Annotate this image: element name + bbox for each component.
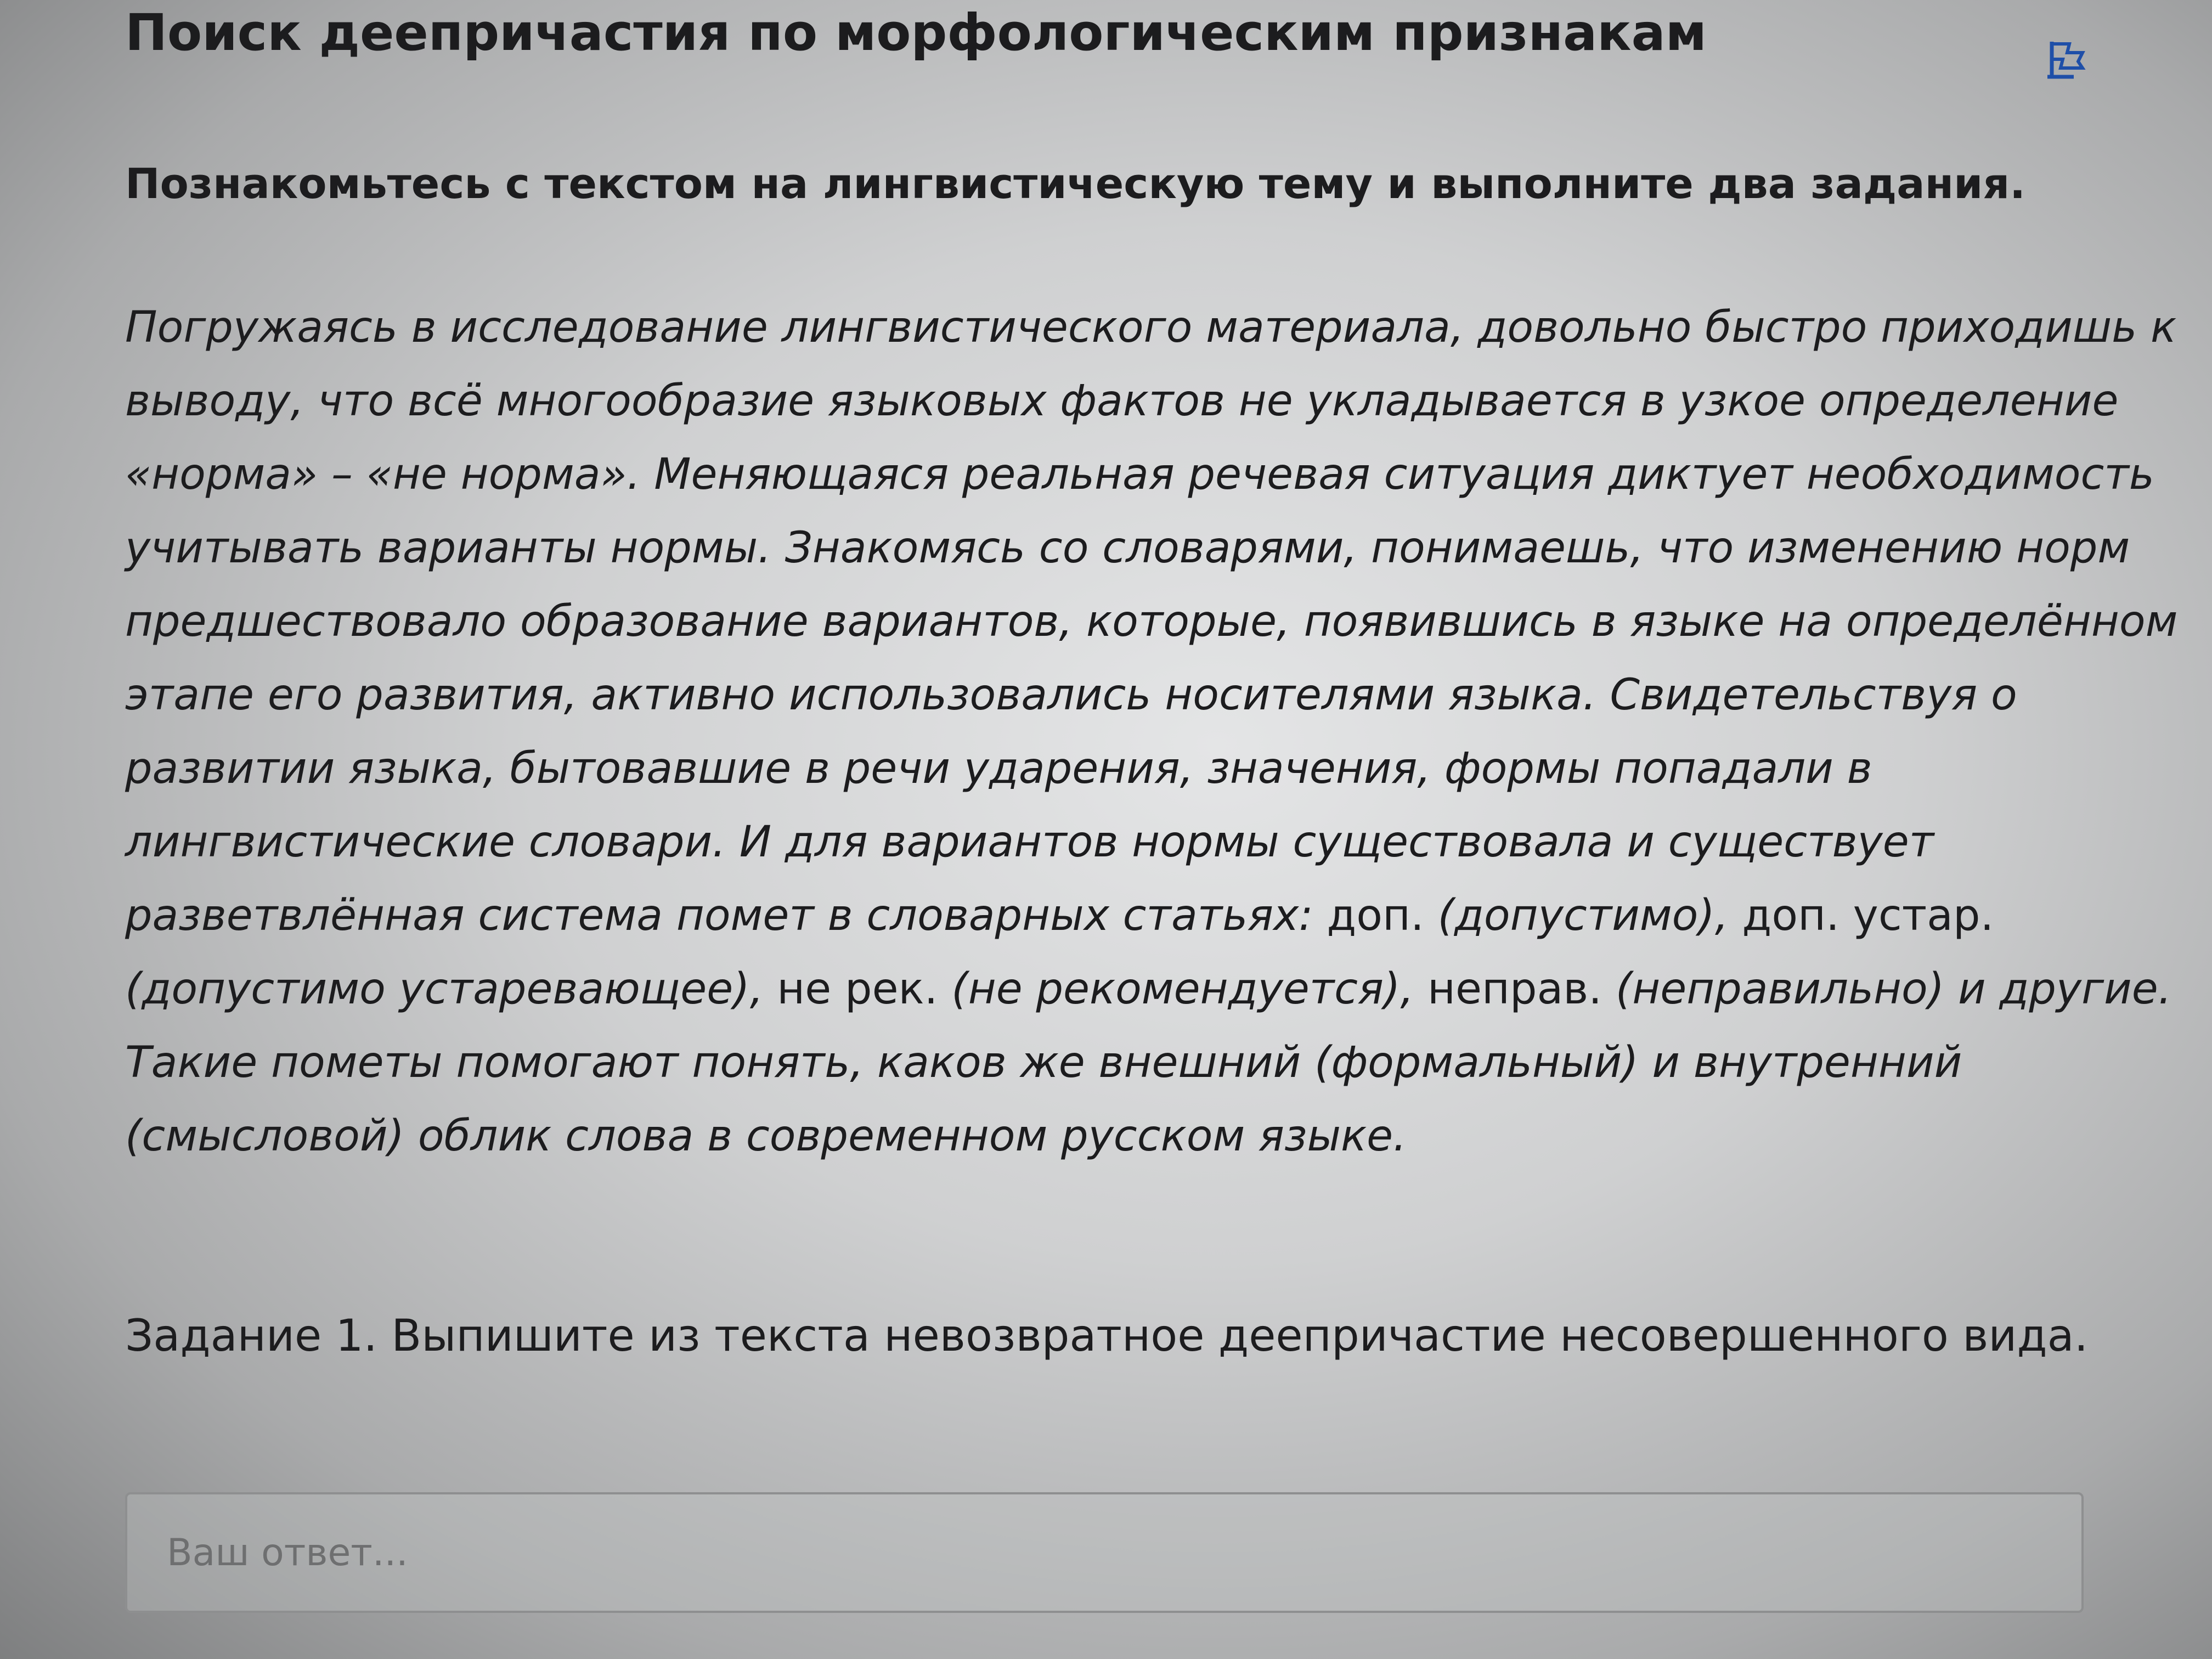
dictionary-mark: не рек. — [777, 964, 938, 1014]
passage-fragment: (допустимо), — [1424, 891, 1742, 940]
passage-line: предшествовало образование вариантов, которые, появившись в языке на определённом — [125, 597, 2178, 646]
passage-fragment: разветвлённая система помет в словарных статьях: — [125, 891, 1327, 940]
passage-line: выводу, что всё многообразие языковых фактов не укладывается в узкое определение — [125, 376, 2119, 426]
passage-fragment: (неправильно) и другие. — [1602, 964, 2172, 1014]
question-text: Задание 1. Выпишите из текста невозвратное деепричастие несовершенного вида. — [125, 1310, 2089, 1361]
passage-line: лингвистические словари. И для вариантов нормы существовала и существует — [125, 817, 1934, 867]
passage-line: учитывать варианты нормы. Знакомясь со словарями, понимаешь, что изменению норм — [125, 523, 2130, 573]
passage-line: Погружаясь в исследование лингвистического материала, довольно быстро приходишь к — [125, 303, 2177, 352]
passage-line: «норма» – «не норма». Меняющаяся реальная речевая ситуация диктует необходимость — [125, 450, 2154, 499]
passage-fragment: (допустимо устаревающее), — [125, 964, 777, 1014]
passage-text — [125, 291, 2178, 1173]
answer-input[interactable] — [166, 1522, 2033, 1583]
flag-icon[interactable] — [2045, 37, 2089, 81]
passage-fragment: (не рекомендуется), — [938, 964, 1427, 1014]
passage-line: развитии языка, бытовавшие в речи ударения, значения, формы попадали в — [125, 744, 1872, 793]
dictionary-mark: доп. устар. — [1742, 891, 1994, 940]
passage-line: этапе его развития, активно использовались носителями языка. Свидетельствуя о — [125, 670, 2017, 720]
dictionary-mark: доп. — [1327, 891, 1424, 940]
passage-line — [125, 879, 2122, 952]
passage-line — [125, 952, 2172, 1026]
instruction-text: Познакомьтесь с текстом на лингвистическую тему и выполните два задания. — [125, 159, 2026, 208]
answer-field-container[interactable] — [125, 1492, 2084, 1613]
dictionary-mark: неправ. — [1427, 964, 1602, 1014]
passage-line: (смысловой) облик слова в современном русском языке. — [125, 1111, 1407, 1161]
task-title: Поиск деепричастия по морфологическим признакам — [125, 3, 1707, 62]
passage-line: Такие пометы помогают понять, каков же внешний (формальный) и внутренний — [125, 1038, 1962, 1087]
